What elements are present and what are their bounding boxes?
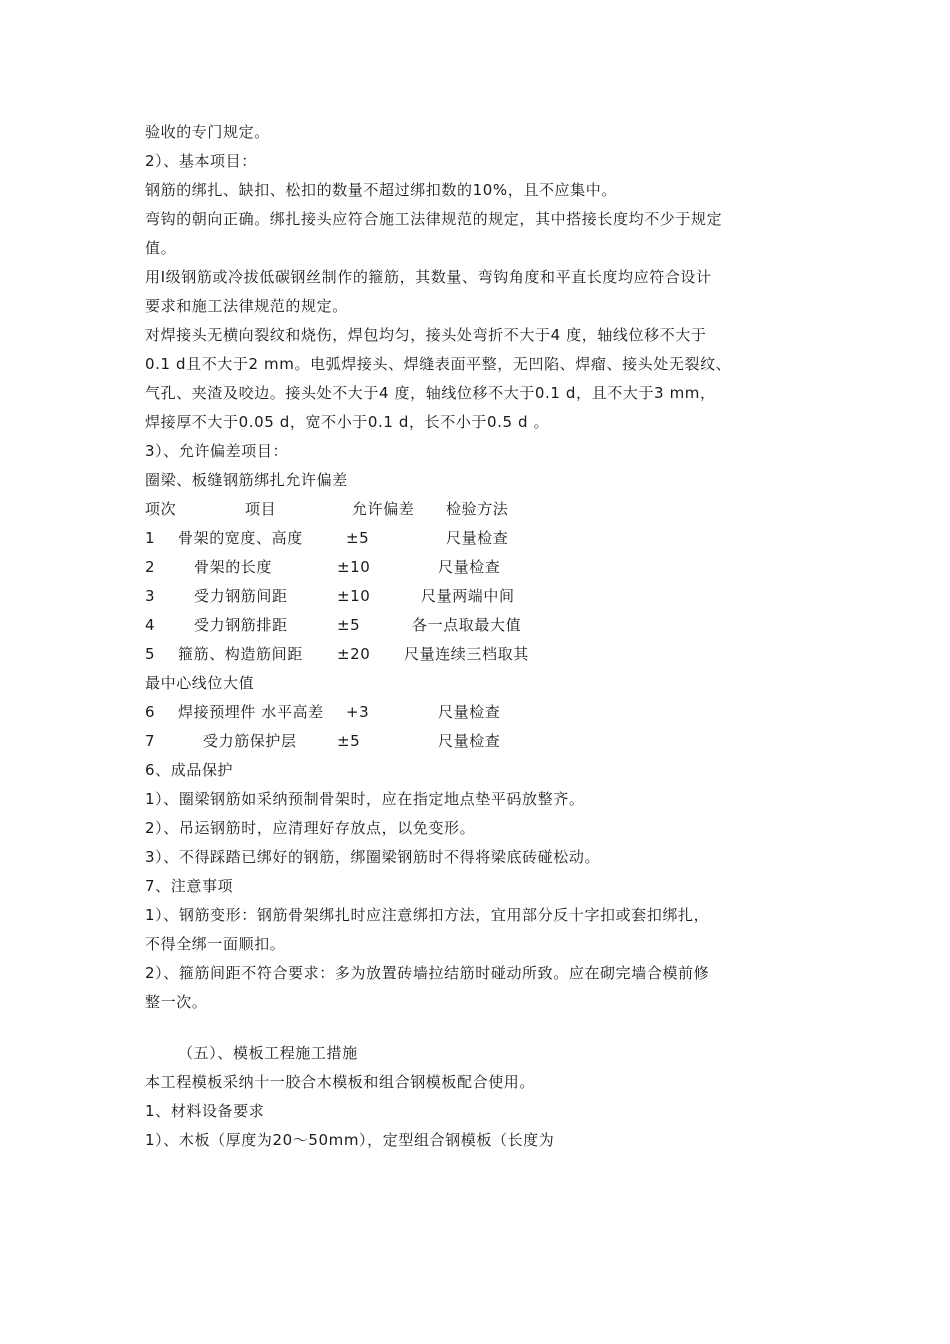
table-row-item: 骨架的宽度、高度: [178, 529, 303, 547]
table-row-index: 7: [145, 732, 156, 750]
text-line: 钢筋的绑扎、缺扣、松扣的数量不超过绑扣数的10%，且不应集中。: [145, 181, 617, 199]
table-row-tolerance: +3: [346, 703, 370, 721]
text-line: 1）、钢筋变形：钢筋骨架绑扎时应注意绑扣方法，宜用部分反十字扣或套扣绑扎，: [145, 906, 710, 924]
text-line: 整一次。: [145, 993, 208, 1011]
table-row-method: 尺量两端中间: [421, 587, 515, 605]
table-header-tolerance: 允许偏差: [352, 500, 415, 518]
table-row-item: 箍筋、构造筋间距: [178, 645, 303, 663]
section-heading: 1、材料设备要求: [145, 1102, 265, 1120]
text-line: 对焊接头无横向裂纹和烧伤，焊包均匀，接头处弯折不大于4 度，轴线位移不大于: [145, 326, 707, 344]
text-line: 不得全绑一面顺扣。: [145, 935, 286, 953]
text-line: 0.1 d且不大于2 mm。电弧焊接头、焊缝表面平整，无凹陷、焊瘤、接头处无裂纹、: [145, 355, 732, 373]
table-row-index: 2: [145, 558, 156, 576]
table-row-method: 尺量检查: [438, 703, 501, 721]
table-header-index: 项次: [145, 500, 177, 518]
text-line: 要求和施工法律规范的规定。: [145, 297, 348, 315]
table-row-item: 骨架的长度: [194, 558, 273, 576]
table-wrap-line: 最中心线位大值: [145, 674, 255, 692]
table-row-tolerance: ±5: [337, 732, 361, 750]
table-row-tolerance: ±10: [337, 558, 371, 576]
table-row-tolerance: ±5: [346, 529, 370, 547]
text-line: 本工程模板采纳十一胶合木模板和组合钢模板配合使用。: [145, 1073, 536, 1091]
text-line: 3）、不得踩踏已绑好的钢筋，绑圈梁钢筋时不得将梁底砖碰松动。: [145, 848, 601, 866]
text-line: 3）、允许偏差项目：: [145, 442, 289, 460]
text-line: 2）、基本项目：: [145, 152, 257, 170]
table-row-method: 尺量检查: [438, 558, 501, 576]
table-row-method: 尺量检查: [446, 529, 509, 547]
chapter-heading: （五）、模板工程施工措施: [178, 1044, 358, 1062]
table-row-item: 受力筋保护层: [203, 732, 297, 750]
table-row-method: 各一点取最大值: [412, 616, 522, 634]
table-row-index: 6: [145, 703, 156, 721]
text-line: 弯钩的朝向正确。绑扎接头应符合施工法律规范的规定，其中搭接长度均不少于规定: [145, 210, 723, 228]
text-line: 2）、箍筋间距不符合要求：多为放置砖墙拉结筋时碰动所致。应在砌完墙合模前修: [145, 964, 710, 982]
text-line: 1）、圈梁钢筋如采纳预制骨架时，应在指定地点垫平码放整齐。: [145, 790, 585, 808]
table-row-item: 受力钢筋排距: [194, 616, 288, 634]
text-line: 1）、木板（厚度为20～50mm），定型组合钢模板（长度为: [145, 1131, 555, 1149]
section-heading: 7、注意事项: [145, 877, 234, 895]
text-line: 验收的专门规定。: [145, 123, 270, 141]
table-row-method: 尺量检查: [438, 732, 501, 750]
table-row-tolerance: ±5: [337, 616, 361, 634]
table-row-index: 1: [145, 529, 156, 547]
table-row-tolerance: ±20: [337, 645, 371, 663]
table-header-item: 项目: [245, 500, 277, 518]
table-row-index: 4: [145, 616, 156, 634]
table-header-method: 检验方法: [446, 500, 509, 518]
table-row-item: 焊接预埋件 水平高差: [178, 703, 324, 721]
text-line: 用Ⅰ级钢筋或冷拔低碳钢丝制作的箍筋，其数量、弯钩角度和平直长度均应符合设计: [145, 268, 712, 286]
table-row-index: 3: [145, 587, 156, 605]
text-line: 气孔、夹渣及咬边。接头处不大于4 度，轴线位移不大于0.1 d，且不大于3 mm，: [145, 384, 716, 402]
table-row-method: 尺量连续三档取其: [404, 645, 529, 663]
table-row-index: 5: [145, 645, 156, 663]
table-row-item: 受力钢筋间距: [194, 587, 288, 605]
table-row-tolerance: ±10: [337, 587, 371, 605]
text-line: 焊接厚不大于0.05 d，宽不小于0.1 d，长不小于0.5 d 。: [145, 413, 550, 431]
table-caption: 圈梁、板缝钢筋绑扎允许偏差: [145, 471, 348, 489]
section-heading: 6、成品保护: [145, 761, 234, 779]
text-line: 值。: [145, 239, 177, 257]
text-line: 2）、吊运钢筋时，应清理好存放点，以免变形。: [145, 819, 476, 837]
